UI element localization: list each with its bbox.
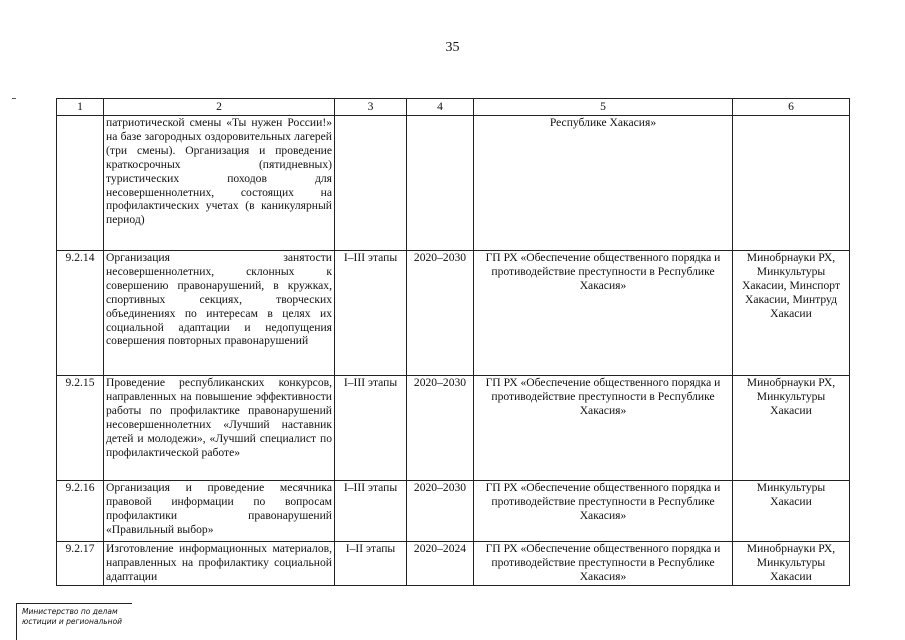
program-cell: ГП РХ «Обеспечение общественного порядка и противодействие преступности в Республике Хакасия» [474,251,733,376]
executors-cell: Минобрнауки РХ, Минкультуры Хакасии [733,542,850,586]
table-row [57,481,850,542]
period-cell: 2020–2030 [407,251,474,376]
executors-cell: Минобрнауки РХ, Минкультуры Хакасии [733,376,850,481]
measure-description: Проведение республиканских конкурсов, направленных на повышение эффективности работы по профилактике правонарушений несовершеннолетних «Лучший наставник детей и молодежи», «Лучший специалист по профилактической работе» [104,376,335,481]
stage-cell: I–III этапы [335,376,407,481]
table-row [57,542,850,586]
measure-description: Изготовление информационных материалов, направленных на профилактику социальной адаптации [104,542,335,586]
table-row [57,376,850,481]
period-cell [407,116,474,251]
stage-cell: I–III этапы [335,481,407,542]
column-header-2: 2 [104,99,335,116]
table-row [57,251,850,376]
measures-table [56,98,850,586]
executors-cell [733,116,850,251]
column-header-5: 5 [474,99,733,116]
item-number: 9.2.16 [57,481,104,542]
page-number: 35 [445,40,460,55]
program-cell: ГП РХ «Обеспечение общественного порядка и противодействие преступности в Республике Хакасия» [474,542,733,586]
item-number [57,116,104,251]
stage-cell [335,116,407,251]
stage-cell: I–II этапы [335,542,407,586]
period-cell: 2020–2030 [407,376,474,481]
item-number: 9.2.15 [57,376,104,481]
stamp-line-2: юстиции и региональной [22,617,123,626]
program-cell: ГП РХ «Обеспечение общественного порядка и противодействие преступности в Республике Хакасия» [474,481,733,542]
registration-stamp [16,603,132,640]
column-header-4: 4 [407,99,474,116]
item-number: 9.2.17 [57,542,104,586]
measure-description: Организация занятости несовершеннолетних, склонных к совершению правонарушений, в кружках, спортивных секциях, творческих объединениях по интересам в целях их социальной адаптации и недопущения совершения повторных правонарушений [104,251,335,376]
measure-description: Организация и проведение месячника правовой информации по вопросам профилактики правонарушений «Правильный выбор» [104,481,335,542]
column-header-1: 1 [57,99,104,116]
executors-cell: Минкультуры Хакасии [733,481,850,542]
period-cell: 2020–2024 [407,542,474,586]
measure-description: патриотической смены «Ты нужен России!» на базе загородных оздоровительных лагерей (три смены). Организация и проведение краткосрочных (пятидневных) туристических походов для несовершеннолетних, состоящих на профилактических учетах (в каникулярный период) [104,116,335,251]
margin-mark [12,98,16,99]
stamp-line-1: Министерство по делам [22,607,118,616]
stage-cell: I–III этапы [335,251,407,376]
table-row [57,116,850,251]
program-cell: ГП РХ «Обеспечение общественного порядка и противодействие преступности в Республике Хакасия» [474,376,733,481]
program-cell: Республике Хакасия» [474,116,733,251]
table-header-row [57,99,850,116]
executors-cell: Минобрнауки РХ, Минкультуры Хакасии, Минспорт Хакасии, Минтруд Хакасии [733,251,850,376]
column-header-6: 6 [733,99,850,116]
item-number: 9.2.14 [57,251,104,376]
period-cell: 2020–2030 [407,481,474,542]
column-header-3: 3 [335,99,407,116]
